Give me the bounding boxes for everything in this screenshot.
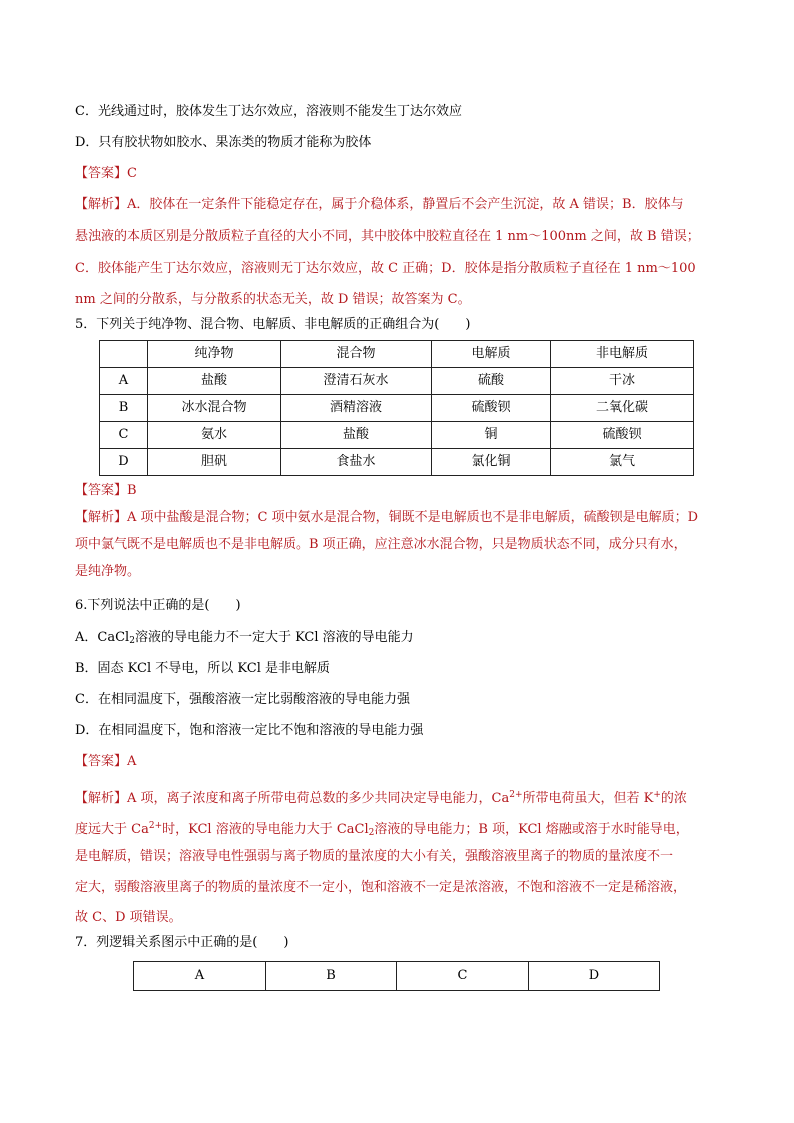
q5-analysis-line-1: 【解析】A 项中盐酸是混合物；C 项中氨水是混合物，铜既不是电解质也不是非电解质，硫酸钡是电解质；D (75, 510, 699, 525)
q5-answer (75, 481, 137, 501)
q4-analysis-line-2: 悬浊液的本质区别是分散质粒子直径的大小不同，其中胶体中胶粒直径在 1 nm～100nm 之间，故 B 错误； (75, 229, 700, 244)
table-cell: 盐酸 (148, 368, 281, 395)
q4-answer (75, 164, 137, 184)
q6-analysis-line-5: 故 C、D 项错误。 (75, 910, 182, 925)
answer-tag: 【答案】 (75, 754, 128, 769)
q6-analysis-line-1: 【解析】A 项，离子浓度和离子所带电荷总数的多少共同决定导电能力，$Ca^{2+}$所带电荷虽大，但若 K+的浓 (75, 790, 687, 806)
q5-analysis-line-2: 项中氯气既不是电解质也不是非电解质。B 项正确，应注意冰水混合物，只是物质状态不同，成分只有水， (75, 537, 687, 552)
table-cell: 澄清石灰水 (281, 368, 432, 395)
q6-option-d: D．在相同温度下，饱和溶液一定比不饱和溶液的导电能力强 (75, 723, 424, 738)
table-cell: B (100, 395, 148, 422)
q4-option-c: C．光线通过时，胶体发生丁达尔效应，溶液则不能发生丁达尔效应 (75, 104, 462, 119)
table-row (100, 368, 694, 395)
table-cell: 冰水混合物 (148, 395, 281, 422)
table-cell: 氯气 (551, 449, 694, 476)
q7-table (133, 961, 660, 991)
answer-value: A (127, 754, 137, 769)
table-cell: 氯化铜 (432, 449, 551, 476)
q5-stem: 5．下列关于纯净物、混合物、电解质、非电解质的正确组合为( ) (75, 317, 471, 332)
analysis-tag: 【解析】 (75, 197, 128, 212)
table-cell: 胆矾 (148, 449, 281, 476)
table-cell: 食盐水 (281, 449, 432, 476)
table-cell: D (100, 449, 148, 476)
q6-answer (75, 752, 136, 772)
q4-analysis-line-3: C．胶体能产生丁达尔效应，溶液则无丁达尔效应，故 C 正确；D．胶体是指分散质粒子直径在 1 nm～100 (75, 261, 696, 276)
table-cell: 硫酸钡 (432, 395, 551, 422)
table-cell: 硫酸 (432, 368, 551, 395)
table-cell: A (100, 368, 148, 395)
table-header-row (134, 962, 660, 991)
table-header-cell: C (397, 962, 529, 991)
q6-option-c: C．在相同温度下，强酸溶液一定比弱酸溶液的导电能力强 (75, 692, 410, 707)
table-cell: 硫酸钡 (551, 422, 694, 449)
analysis-tag: 【解析】 (75, 791, 128, 806)
table-row (100, 449, 694, 476)
table-cell: 二氧化碳 (551, 395, 694, 422)
table-cell: 盐酸 (281, 422, 432, 449)
q5-analysis-line-3: 是纯净物。 (75, 564, 141, 579)
answer-value: C (127, 166, 137, 181)
table-header-row (100, 341, 694, 368)
table-header-cell: D (529, 962, 660, 991)
q6-analysis-line-2: 度远大于 $Ca^{2+}$时，KCl 溶液的导电能力大于 CaCl$_2$溶液的导电能力；B 项，KCl 熔融或溶于水时能导电， (75, 821, 689, 838)
table-header-cell: 电解质 (432, 341, 551, 368)
table-row (100, 395, 694, 422)
table-cell: 氨水 (148, 422, 281, 449)
q4-analysis-line-4: nm 之间的分散系，与分散系的状态无关，故 D 错误；故答案为 C。 (75, 292, 471, 307)
table-header-cell: B (266, 962, 397, 991)
table-cell: C (100, 422, 148, 449)
answer-tag: 【答案】 (75, 166, 128, 181)
q6-option-a: A．CaCl$_2$溶液的导电能力不一定大于 KCl 溶液的导电能力 (75, 630, 414, 646)
q6-stem: 6.下列说法中正确的是( ) (75, 598, 241, 613)
table-header-cell: 混合物 (281, 341, 432, 368)
q6-analysis-line-3: 是电解质，错误；溶液导电性强弱与离子物质的量浓度的大小有关，强酸溶液里离子的物质的量浓度不一 (75, 849, 674, 864)
q4-analysis-line-1: 【解析】A．胶体在一定条件下能稳定存在，属于介稳体系，静置后不会产生沉淀，故 A 错误；B．胶体与 (75, 197, 684, 212)
table-header-cell: A (134, 962, 266, 991)
table-row (100, 422, 694, 449)
analysis-tag: 【解析】 (75, 510, 128, 525)
table-header-cell (100, 341, 148, 368)
answer-value: B (127, 483, 137, 498)
table-cell: 铜 (432, 422, 551, 449)
q6-analysis-line-4: 定大，弱酸溶液里离子的物质的量浓度不一定小，饱和溶液不一定是浓溶液，不饱和溶液不一定是稀溶液， (75, 880, 687, 895)
table-cell: 酒精溶液 (281, 395, 432, 422)
table-header-cell: 非电解质 (551, 341, 694, 368)
table-header-cell: 纯净物 (148, 341, 281, 368)
answer-tag: 【答案】 (75, 483, 128, 498)
q7-stem: 7．列逻辑关系图示中正确的是( ) (75, 935, 289, 950)
q4-option-d: D．只有胶状物如胶水、果冻类的物质才能称为胶体 (75, 135, 372, 150)
q6-option-b: B．固态 KCl 不导电，所以 KCl 是非电解质 (75, 661, 331, 676)
q5-table (99, 340, 694, 476)
table-cell: 干冰 (551, 368, 694, 395)
